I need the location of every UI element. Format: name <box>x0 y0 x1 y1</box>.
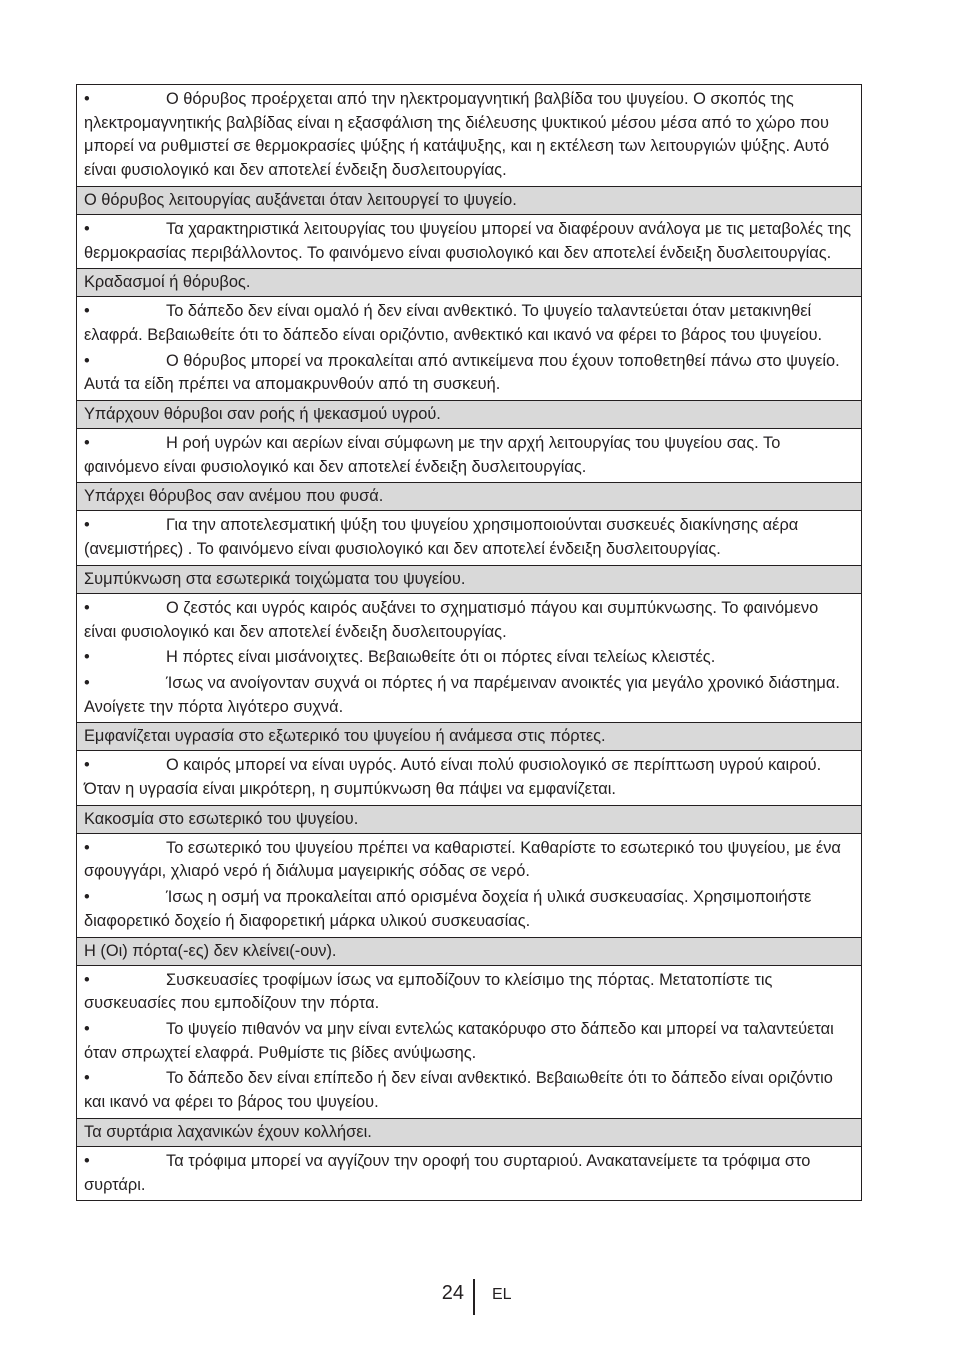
bullet-text: Το δάπεδο δεν είναι επίπεδο ή δεν είναι ανθεκτικό. Βεβαιωθείτε ότι το δάπεδο είναι οριζόντιο και ικανό να φέρει το βάρος του ψυγείου. <box>84 1069 833 1112</box>
section-header: Τα συρτάρια λαχανικών έχουν κολλήσει. <box>77 1118 861 1146</box>
bullet-item <box>84 514 855 561</box>
bullet-item <box>84 672 855 719</box>
bullet-glyph: • <box>84 598 90 617</box>
section-header: Κραδασμοί ή θόρυβος. <box>77 268 861 296</box>
language-code: EL <box>492 1286 512 1303</box>
section-header: Ο θόρυβος λειτουργίας αυξάνεται όταν λειτουργεί το ψυγείο. <box>77 186 861 214</box>
bullet-glyph: • <box>84 1151 90 1170</box>
bullet-glyph: • <box>84 970 90 989</box>
bullet-text: Ο καιρός μπορεί να είναι υγρός. Αυτό είναι πολύ φυσιολογικό σε περίπτωση υγρού καιρού. Όταν η υγρασία είναι μικρότερη, η συμπύκνωση θα πάψει να εμφανίζεται. <box>84 756 822 799</box>
bullet-text: Ο ζεστός και υγρός καιρός αυξάνει το σχηματισμό πάγου και συμπύκνωσης. Το φαινόμενο είναι φυσιολογικό και δεν αποτελεί ένδειξη δυσλειτουργίας. <box>84 598 819 641</box>
bullet-text: Ίσως να ανοίγονταν συχνά οι πόρτες ή να παρέμειναν ανοικτές για μεγάλο χρονικό διάστημα. Ανοίγετε την πόρτα λιγότερο συχνά. <box>84 673 840 716</box>
bullet-item <box>84 300 855 347</box>
section-body <box>77 965 861 1118</box>
bullet-text: Η ροή υγρών και αερίων είναι σύμφωνη με την αρχή λειτουργίας του ψυγείου σας. Το φαινόμενο είναι φυσιολογικό και δεν αποτελεί ένδειξη δυσλειτουργίας. <box>84 434 781 476</box>
bullet-text: Ίσως η οσμή να προκαλείται από ορισμένα δοχεία ή υλικά συσκευασίας. Χρησιμοποιήστε διαφορετικό δοχείο ή διαφορετική μάρκα υλικού συσκευασίας. <box>84 888 812 930</box>
bullet-glyph: • <box>84 516 90 535</box>
bullet-item <box>84 1018 855 1065</box>
section-header: Συμπύκνωση στα εσωτερικά τοιχώματα του ψυγείου. <box>77 565 861 593</box>
bullet-text: Για την αποτελεσματική ψύξη του ψυγείου χρησιμοποιούνται συσκευές διακίνησης αέρα (ανεμιστήρες) . Το φαινόμενο είναι φυσιολογικό και δεν αποτελεί ένδειξη δυσλειτουργίας. <box>84 516 799 559</box>
section-header: Κακοσμία στο εσωτερικό του ψυγείου. <box>77 805 861 833</box>
bullet-glyph: • <box>84 90 90 108</box>
bullet-glyph: • <box>84 219 90 238</box>
section-body <box>77 296 861 400</box>
bullet-glyph: • <box>84 434 90 453</box>
bullet-item <box>84 886 855 933</box>
bullet-item <box>84 837 855 884</box>
bullet-item <box>84 969 855 1016</box>
bullet-text: Συσκευασίες τροφίμων ίσως να εμποδίζουν το κλείσιμο της πόρτας. Μετατοπίστε τις συσκευασίες που εμποδίζουν την πόρτα. <box>84 970 773 1013</box>
troubleshooting-table <box>76 84 862 1201</box>
bullet-glyph: • <box>84 351 90 370</box>
section-body <box>77 510 861 564</box>
bullet-text: Τα χαρακτηριστικά λειτουργίας του ψυγείου μπορεί να διαφέρουν ανάλογα με τις μεταβολές της θερμοκρασίας περιβάλλοντος. Το φαινόμενο είναι φυσιολογικό και δεν αποτελεί ένδειξη δυσλειτουργίας. <box>84 219 852 262</box>
section-body <box>77 833 861 937</box>
bullet-item <box>84 432 855 479</box>
section-body <box>77 750 861 804</box>
bullet-text: Το ψυγείο πιθανόν να μην είναι εντελώς κατακόρυφο στο δάπεδο και μπορεί να ταλαντεύεται όταν σπρωχτεί ελαφρά. Ρυθμίστε τις βίδες ανύψωσης. <box>84 1019 834 1062</box>
bullet-glyph: • <box>84 1019 90 1038</box>
bullet-glyph: • <box>84 756 90 775</box>
bullet-text: Τα τρόφιμα μπορεί να αγγίζουν την οροφή του συρταριού. Ανακατανείμετε τα τρόφιμα στο συρτάρι. <box>84 1151 811 1194</box>
bullet-glyph: • <box>84 673 90 692</box>
bullet-glyph: • <box>84 1069 90 1088</box>
section-body <box>77 593 861 723</box>
bullet-text: Η πόρτες είναι μισάνοιχτες. Βεβαιωθείτε ότι οι πόρτες είναι τελείως κλειστές. <box>166 648 716 667</box>
bullet-glyph: • <box>84 888 90 907</box>
section-body <box>77 214 861 268</box>
bullet-item <box>84 646 855 670</box>
section-header: Η (Οι) πόρτα(-ες) δεν κλείνει(-ουν). <box>77 937 861 965</box>
section-body <box>77 1146 861 1200</box>
bullet-item <box>84 754 855 801</box>
section-header: Εμφανίζεται υγρασία στο εξωτερικό του ψυγείου ή ανάμεσα στις πόρτες. <box>77 722 861 750</box>
bullet-item <box>84 1067 855 1114</box>
bullet-item <box>84 597 855 644</box>
bullet-text: Το δάπεδο δεν είναι ομαλό ή δεν είναι ανθεκτικό. Το ψυγείο ταλαντεύεται όταν μετακινηθεί ελαφρά. Βεβαιωθείτε ότι το δάπεδο είναι οριζόντιο, ανθεκτικό και ικανό να φέρει το βάρος του ψυγείου. <box>84 302 823 344</box>
bullet-item <box>84 350 855 397</box>
page-footer <box>0 1279 954 1315</box>
bullet-glyph: • <box>84 302 90 321</box>
section-body <box>77 428 861 482</box>
bullet-text: Το εσωτερικό του ψυγείου πρέπει να καθαριστεί. Καθαρίστε το εσωτερικό του ψυγείου, με ένα σφουγγάρι, χλιαρό νερό ή διάλυμα μαγειρικής σόδας σε νερό. <box>84 838 841 881</box>
bullet-text: Ο θόρυβος μπορεί να προκαλείται από αντικείμενα που έχουν τοποθετηθεί πάνω στο ψυγείο. Αυτά τα είδη πρέπει να απομακρυνθούν από τη συσκευή. <box>84 351 840 394</box>
bullet-glyph: • <box>84 648 90 667</box>
bullet-text: Ο θόρυβος προέρχεται από την ηλεκτρομαγνητική βαλβίδα του ψυγείου. Ο σκοπός της ηλεκτρομαγνητικής βαλβίδας είναι η εξασφάλιση της διέλευσης ψυκτικού μέσου μέσα από το χώρο που μπορεί να ρυθμιστεί σε θερμοκρασίες ψύξης ή κατάψυξης, και η εκτέλεση των λειτουργιών ψύξης. Αυτό είναι φυσιολογικό και δεν αποτελεί ένδειξη δυσλειτουργίας. <box>84 90 830 180</box>
section-header: Υπάρχουν θόρυβοι σαν ροής ή ψεκασμού υγρού. <box>77 400 861 428</box>
bullet-item <box>84 1150 855 1197</box>
section-header: Υπάρχει θόρυβος σαν ανέμου που φυσά. <box>77 482 861 510</box>
bullet-glyph: • <box>84 838 90 857</box>
bullet-item <box>84 218 855 265</box>
footer-divider <box>473 1279 475 1315</box>
page-number: 24 <box>441 1282 464 1304</box>
bullet-item <box>84 88 855 183</box>
section-body <box>77 85 861 186</box>
